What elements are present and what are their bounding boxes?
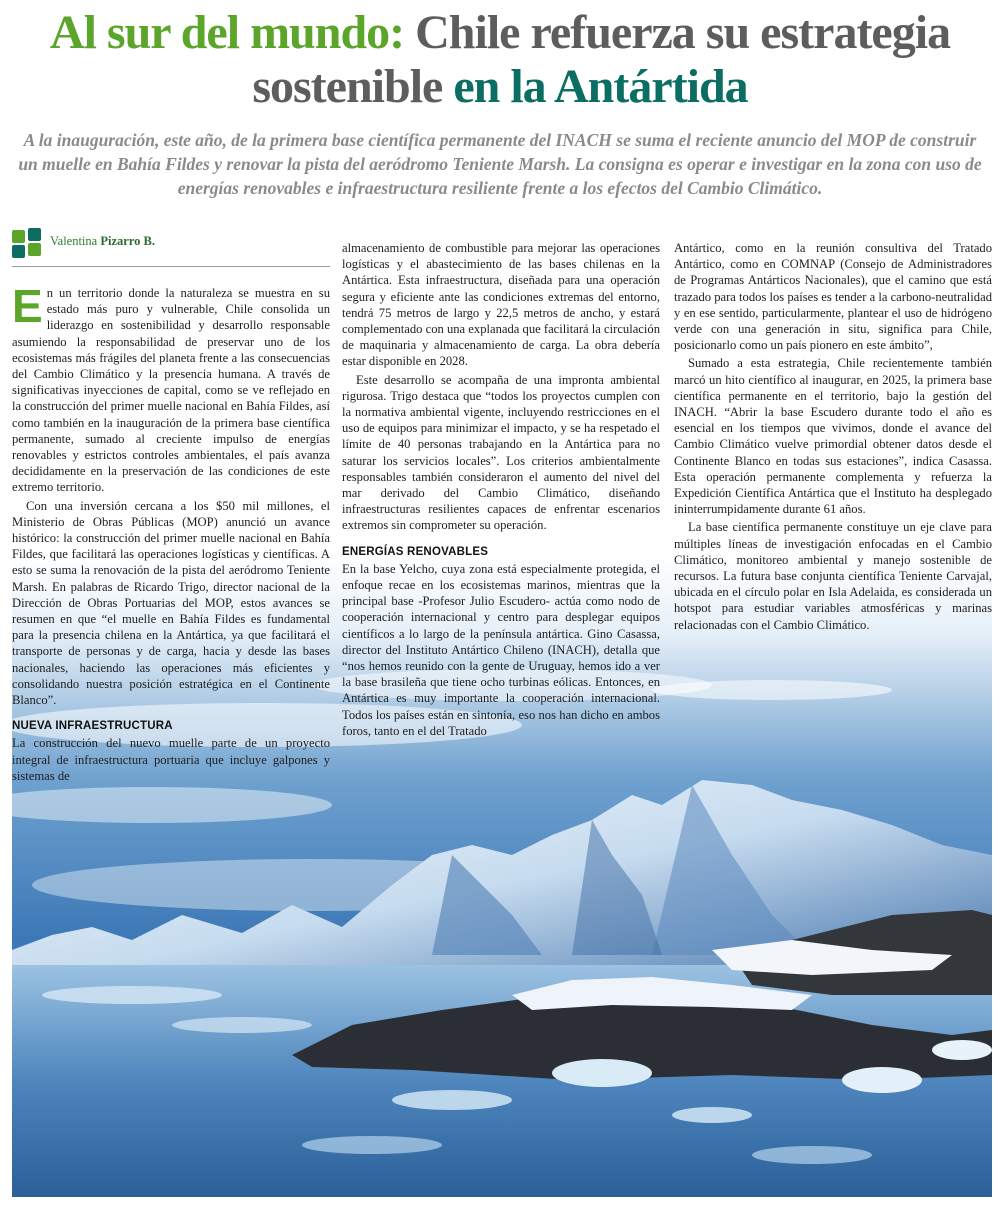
headline-part-3: en la Antártida (453, 60, 748, 113)
paragraph: La construcción del nuevo muelle parte de un proyecto integral de infraestructura portuaria que incluye galpones y sistemas de (12, 736, 330, 783)
subheadline: A la inauguración, este año, de la primera base científica permanente del INACH se suma el reciente anuncio del MOP de construir un muelle en Bahía Fildes y renovar la pista del aeródromo Teniente Marsh. La consigna es operar e investigar en la zona con uso de energías renovables e infraestructura resiliente frente a los efectos del Cambio Climático. (18, 130, 982, 198)
byline (12, 226, 330, 267)
author-last-name: Pizarro B. (100, 234, 155, 248)
article-column-2 (342, 240, 660, 741)
article-column-3 (674, 240, 992, 635)
publication-logo-icon (12, 228, 42, 258)
headline (0, 6, 1000, 114)
paragraph (12, 280, 330, 496)
headline-part-2: Chile refuerza su estrategia sostenible (252, 6, 951, 113)
paragraph: Este desarrollo se acompaña de una impronta ambiental rigurosa. Trigo destaca que “todos los proyectos cumplen con la normativa ambiental vigente, incluyendo restricciones en el uso de equipos para minimizar el impacto, y se ha respetado el límite de 40 personas trabajando en la Antártica para no saturar los servicios locales”. Los criterios ambientalmente responsables también consideraron el aumento del nivel del mar derivado del Cambio Climático, diseñando infraestructuras resilientes capaces de enfrentar escenarios extremos sin comprometer su operación. (342, 372, 660, 533)
paragraph: Antártico, como en la reunión consultiva del Tratado Antártico, como en COMNAP (Consejo de Administradores de Programas Antárticos Nacionales), que el camino que está trazado para todos los países es tender a la carbono-neutralidad y en ese sentido, particularmente, plantear el uso de hidrógeno verde con una generación in situ, significa para Chile, posicionarlo como un país pionero en este ámbito”, (674, 241, 992, 353)
section-heading: NUEVA INFRAESTRUCTURA (12, 720, 173, 733)
paragraph: almacenamiento de combustible para mejorar las operaciones logísticas y el abastecimiento de las bases chilenas en la Antártica. Esta infraestructura, diseñada para una operación segura y eficiente ante las condiciones extremas del entorno, tendrá 75 metros de largo y 22,5 metros de ancho, y estará complementado con una explanada que facilitará la circulación de maquinaria y almacenamiento de carga. La obra debería estar disponible en 2028. (342, 241, 660, 369)
paragraph-text: n un territorio donde la naturaleza se muestra en su estado más puro y vulnerable, Chile consolida un liderazgo en sostenibilidad y desarrollo responsable asumiendo la responsabilidad de preservar uno de los ecosistemas más frágiles del planeta frente a las consecuencias del Cambio Climático y la presencia humana. A través de significativas inyecciones de capital, como se ve reflejado en la construcción del primer muelle nacional en Bahía Fildes, así como también en la inauguración de la primera base científica permanente, sumado al creciente impulso de energías renovables y estrictos controles ambientales, el país avanza decididamente en la preservación de las condiciones de este extremo territorio. (12, 286, 330, 495)
paragraph: Con una inversión cercana a los $50 mil millones, el Ministerio de Obras Públicas (MOP) anunció un avance histórico: la construcción del primer muelle nacional en Bahía Fildes, que facilitará las operaciones logísticas y científicas. A esto se suma la renovación de la pista del aeródromo Teniente Marsh. En palabras de Ricardo Trigo, director nacional de la Dirección de Obras Portuarias del MOP, estos avances se resumen en que “el muelle en Bahía Fildes es fundamental para la presencia chilena en la Antártica, ya que facilitará el transporte de personas y de carga, hacia y desde las bases nacionales, haciendo las operaciones más eficientes y consolidando nuestra posición estratégica en el Continente Blanco”. (12, 498, 330, 708)
drop-cap: E (12, 280, 43, 332)
paragraph: Sumado a esta estrategia, Chile recientemente también marcó un hito científico al inaugurar, en 2025, la primera base científica permanente en el territorio, bajo la gestión del INACH. “Abrir la base Escudero durante todo el año es esencial en los tiempos que vivimos, donde el avance del Cambio Climático vuelve primordial obtener datos desde el Continente Blanco en todas sus estaciones”, indica Casassa. Esta operación permanente complementa y refuerza la Expedición Científica Antártica que el Instituto ha desplegado ininterrumpidamente durante 61 años. (674, 356, 992, 517)
section-heading: ENERGÍAS RENOVABLES (342, 545, 489, 558)
article-column-1 (12, 280, 330, 786)
author (50, 234, 155, 249)
paragraph: En la base Yelcho, cuya zona está especialmente protegida, el enfoque recae en los ecosistemas marinos, mientras que la principal base -Profesor Julio Escudero- actúa como nodo de cooperación internacional y centro para desplegar equipos científicos a lo largo de la península antártica. Gino Casassa, director del Instituto Antártico Chileno (INACH), detalla que “nos hemos reunido con la gente de Uruguay, hemos ido a ver la base brasileña que tiene ocho turbinas eólicas. Entonces, en Antártica es muy importante la cooperación internacional. Todos los países están en sintonía, eso nos han dicho en ambos foros, tanto en el del Tratado (342, 561, 660, 738)
author-first-name: Valentina (50, 234, 101, 248)
paragraph: La base científica permanente constituye un eje clave para múltiples líneas de investigación enfocadas en el Cambio Climático, monitoreo ambiental y manejo sostenible de recursos. La futura base conjunta científica Teniente Carvajal, ubicada en el círculo polar en Isla Adelaida, es considerada un hotspot para estudiar variables atmosféricas y marinas relacionadas con el Cambio Climático. (674, 520, 992, 632)
headline-part-1: Al sur del mundo: (49, 6, 405, 59)
